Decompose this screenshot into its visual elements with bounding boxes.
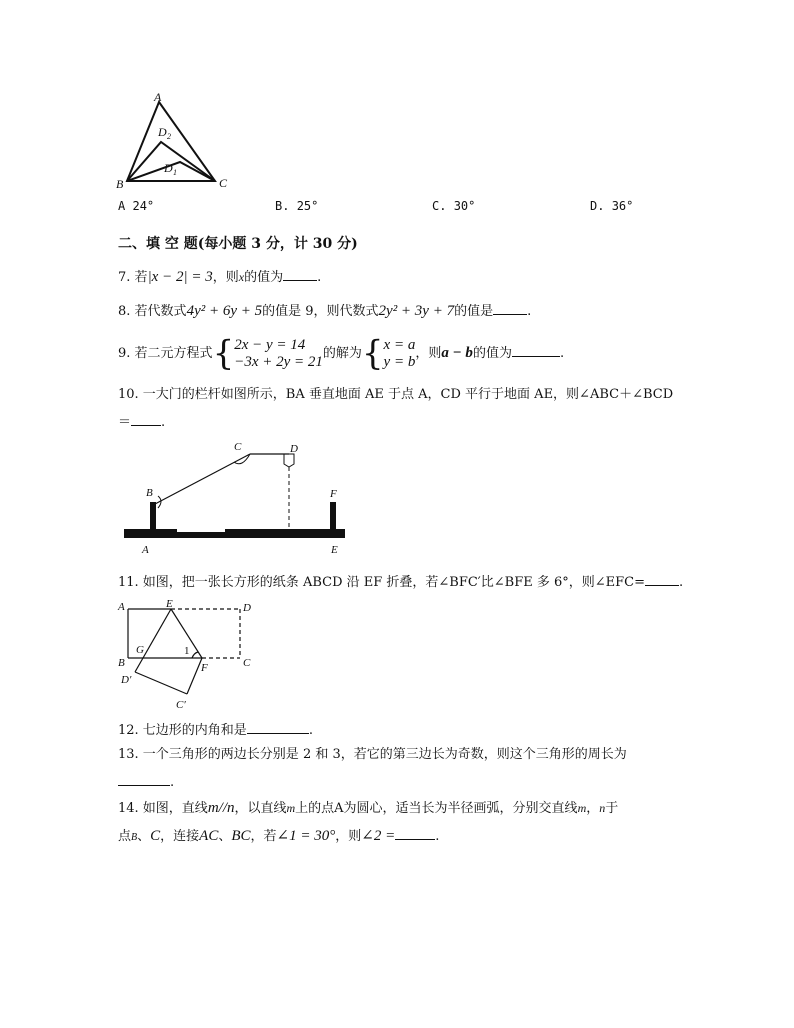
solution-system [384, 337, 416, 371]
text: . [435, 829, 440, 844]
label-D-prime: D′ [121, 674, 132, 686]
text: 11. 如图，把一张长方形的纸条 ABCD 沿 EF 折叠，若∠BFC′比∠BFE 多 6°，则∠EFC= [118, 575, 645, 590]
label-B: B [146, 487, 153, 499]
text: 的值为 [244, 270, 284, 285]
choice-letter: C. [432, 199, 447, 213]
choice-letter: D. [590, 199, 605, 213]
text: ， [586, 801, 600, 816]
question-9 [118, 334, 564, 373]
choice-value: 25° [296, 199, 319, 213]
question-number: 9. [118, 346, 131, 361]
post-f [330, 502, 336, 530]
text: 于 [605, 801, 619, 816]
answer-blank[interactable] [395, 827, 435, 840]
text: 的解为 [322, 346, 362, 361]
text: 点 [118, 829, 132, 844]
question-10-line2 [118, 413, 165, 432]
text: ，以直线 [234, 801, 287, 816]
label-D: D [243, 602, 251, 614]
text: 若 [134, 270, 148, 285]
math-expr: ∠2 = [361, 828, 396, 844]
equation-2: −3x + 2y = 21 [234, 353, 323, 370]
text: ，则 [335, 829, 362, 844]
question-12 [118, 721, 313, 740]
text: 的值是 9，则代数式 [262, 304, 379, 319]
choice-value: 30° [453, 199, 476, 213]
text: ，则 [415, 346, 442, 361]
choice-c [432, 199, 475, 213]
answer-blank[interactable] [512, 344, 560, 357]
label-B: B [116, 177, 124, 191]
math-var: n [599, 801, 606, 815]
section-title: 二、填 空 题(每小题 3 分，计 30 分) [118, 236, 358, 252]
label-F: F [330, 488, 337, 500]
answer-blank[interactable] [283, 268, 317, 281]
question-number: 8. [118, 304, 131, 319]
choice-a [118, 199, 154, 213]
math-expr: a − b [441, 345, 473, 361]
answer-blank[interactable] [645, 573, 679, 586]
text: 的值是 [454, 304, 494, 319]
ground-segment-left [124, 529, 177, 538]
equation-1: 2x − y = 14 [234, 336, 306, 353]
label-C: C [219, 176, 228, 190]
label-D: D [290, 443, 298, 455]
side-ed-prime [135, 609, 171, 672]
label-angle-1: 1 [184, 645, 190, 657]
post-b [150, 502, 156, 530]
text: . [170, 775, 175, 790]
math-var: B [131, 832, 138, 843]
label-E: E [331, 544, 338, 556]
label-D1-sub: 1 [173, 168, 177, 177]
label-G: G [136, 644, 144, 656]
label-A: A [118, 601, 125, 613]
text: . [317, 270, 322, 285]
math-expr: 4y² + 6y + 5 [186, 303, 263, 319]
question-14-line2 [118, 827, 439, 847]
math-expr: 2y² + 3y + 7 [378, 303, 455, 319]
text: . [161, 415, 166, 430]
text: . [527, 304, 532, 319]
bar-bc [155, 454, 250, 504]
text: . [679, 575, 684, 590]
choice-letter: B. [275, 199, 290, 213]
math-expr: |x − 2| = 3 [147, 269, 213, 285]
label-C-prime: C′ [176, 699, 186, 711]
question-8 [118, 302, 531, 321]
question-10-line1: 10. 一大门的栏杆如图所示，BA 垂直地面 AE 于点 A，CD 平行于地面 AE，则∠ABC＋∠BCD [118, 387, 674, 402]
end-cap-d [284, 454, 294, 467]
label-C: C [234, 441, 242, 453]
text: ，若 [250, 829, 277, 844]
left-brace: { [212, 333, 235, 374]
angle-arc-1 [192, 652, 198, 658]
answer-blank[interactable] [493, 302, 527, 315]
text: ，则 [212, 270, 239, 285]
label-D2: D [158, 125, 167, 139]
choice-letter: A [118, 199, 126, 213]
answer-blank[interactable] [131, 413, 161, 426]
choice-b [275, 199, 318, 213]
question-11 [118, 573, 683, 592]
math-var: m [577, 801, 587, 815]
math-expr: ∠1 = 30° [276, 828, 336, 844]
label-D1: D [164, 161, 173, 175]
choice-value: 36° [611, 199, 634, 213]
ground-segment-right [225, 529, 345, 538]
text: 、 [218, 829, 232, 844]
label-A: A [142, 544, 149, 556]
text: . [559, 346, 565, 361]
side-dp-cp [135, 672, 187, 694]
ground-segment-mid [177, 532, 225, 538]
solution-1: x = a [383, 336, 416, 353]
question-13-line2 [118, 773, 174, 792]
math-var: AC [199, 828, 219, 844]
left-brace: { [361, 333, 384, 374]
question-7 [118, 268, 321, 287]
text: . [308, 723, 313, 738]
label-C: C [243, 657, 251, 669]
text: 上的点A为圆心，适当长为半径画弧，分别交直线 [295, 801, 578, 816]
choice-d [590, 199, 633, 213]
question-number: 7. [118, 270, 131, 285]
math-expr: m//n [207, 800, 235, 816]
math-var: x [238, 270, 245, 284]
text: 14. 如图，直线 [118, 801, 208, 816]
question-14-line1 [118, 799, 618, 818]
math-var: BC [231, 828, 251, 844]
folded-paper-figure-q11 [112, 596, 262, 712]
text: ，连接 [160, 829, 200, 844]
math-var: C [150, 828, 161, 844]
label-D2-sub: 2 [167, 132, 171, 141]
label-F: F [201, 662, 208, 674]
text: 若二元方程式 [134, 346, 213, 361]
text: 的值为 [472, 346, 512, 361]
label-B: B [118, 657, 125, 669]
equation-system [234, 337, 323, 371]
solution-2: y = b [383, 353, 416, 370]
label-A: A [154, 90, 162, 104]
side-cp-f [187, 658, 202, 694]
gate-figure-q10 [118, 438, 358, 560]
math-var: m [286, 801, 296, 815]
choice-value: 24° [132, 199, 155, 213]
label-E: E [166, 598, 173, 610]
text: 、 [137, 829, 151, 844]
triangle-figure-q6 [112, 90, 242, 192]
answer-blank[interactable] [247, 721, 309, 734]
text: 12. 七边形的内角和是 [118, 723, 247, 738]
text: ＝ [118, 415, 132, 430]
answer-blank[interactable] [118, 773, 170, 786]
question-13-line1: 13. 一个三角形的两边长分别是 2 和 3，若它的第三边长为奇数，则这个三角形的周长为 [118, 747, 627, 762]
text: 若代数式 [134, 304, 187, 319]
